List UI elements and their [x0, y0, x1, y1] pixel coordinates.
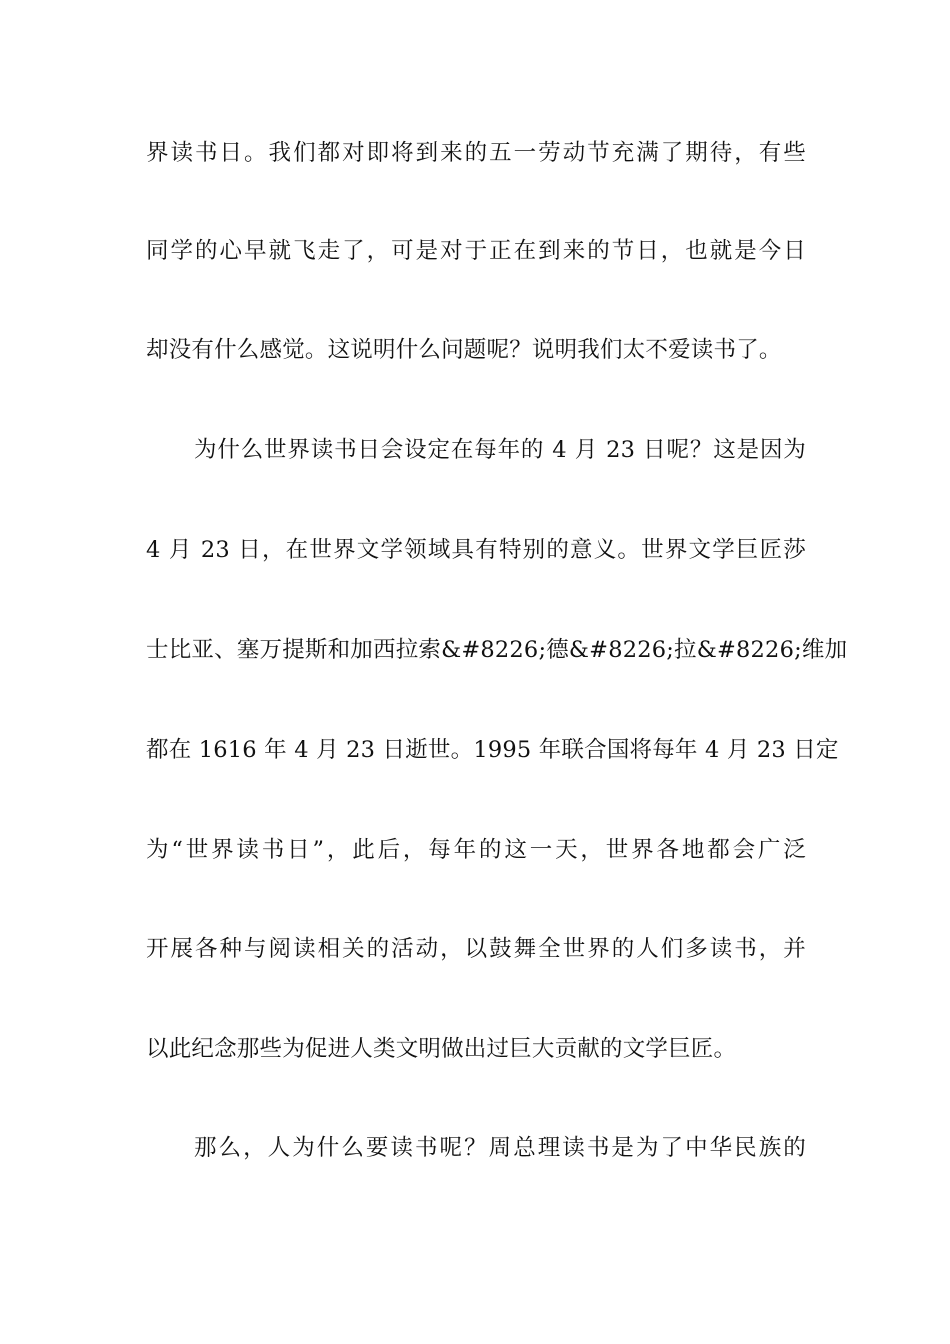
- paragraph-line: 都在 1616 年 4 月 23 日逝世。1995 年联合国将每年 4 月 23 日定: [146, 737, 839, 763]
- paragraph-line: 为什么世界读书日会设定在每年的 4 月 23 日呢？这是因为: [194, 437, 806, 463]
- paragraph-line: 为“世界读书日”，此后，每年的这一天，世界各地都会广泛: [146, 837, 806, 863]
- paragraph-line: 界读书日。我们都对即将到来的五一劳动节充满了期待，有些: [146, 140, 806, 166]
- paragraph-line: 士比亚、塞万提斯和加西拉索&#8226;德&#8226;拉&#8226;维加: [146, 637, 848, 663]
- paragraph-line: 却没有什么感觉。这说明什么问题呢？说明我们太不爱读书了。: [146, 337, 782, 363]
- paragraph-line: 同学的心早就飞走了，可是对于正在到来的节日，也就是今日: [146, 238, 806, 264]
- paragraph-line: 4 月 23 日，在世界文学领域具有特别的意义。世界文学巨匠莎: [146, 537, 806, 563]
- paragraph-line: 那么，人为什么要读书呢？周总理读书是为了中华民族的: [194, 1135, 806, 1161]
- paragraph-line: 以此纪念那些为促进人类文明做出过巨大贡献的文学巨匠。: [146, 1036, 737, 1062]
- paragraph-line: 开展各种与阅读相关的活动，以鼓舞全世界的人们多读书，并: [146, 936, 806, 962]
